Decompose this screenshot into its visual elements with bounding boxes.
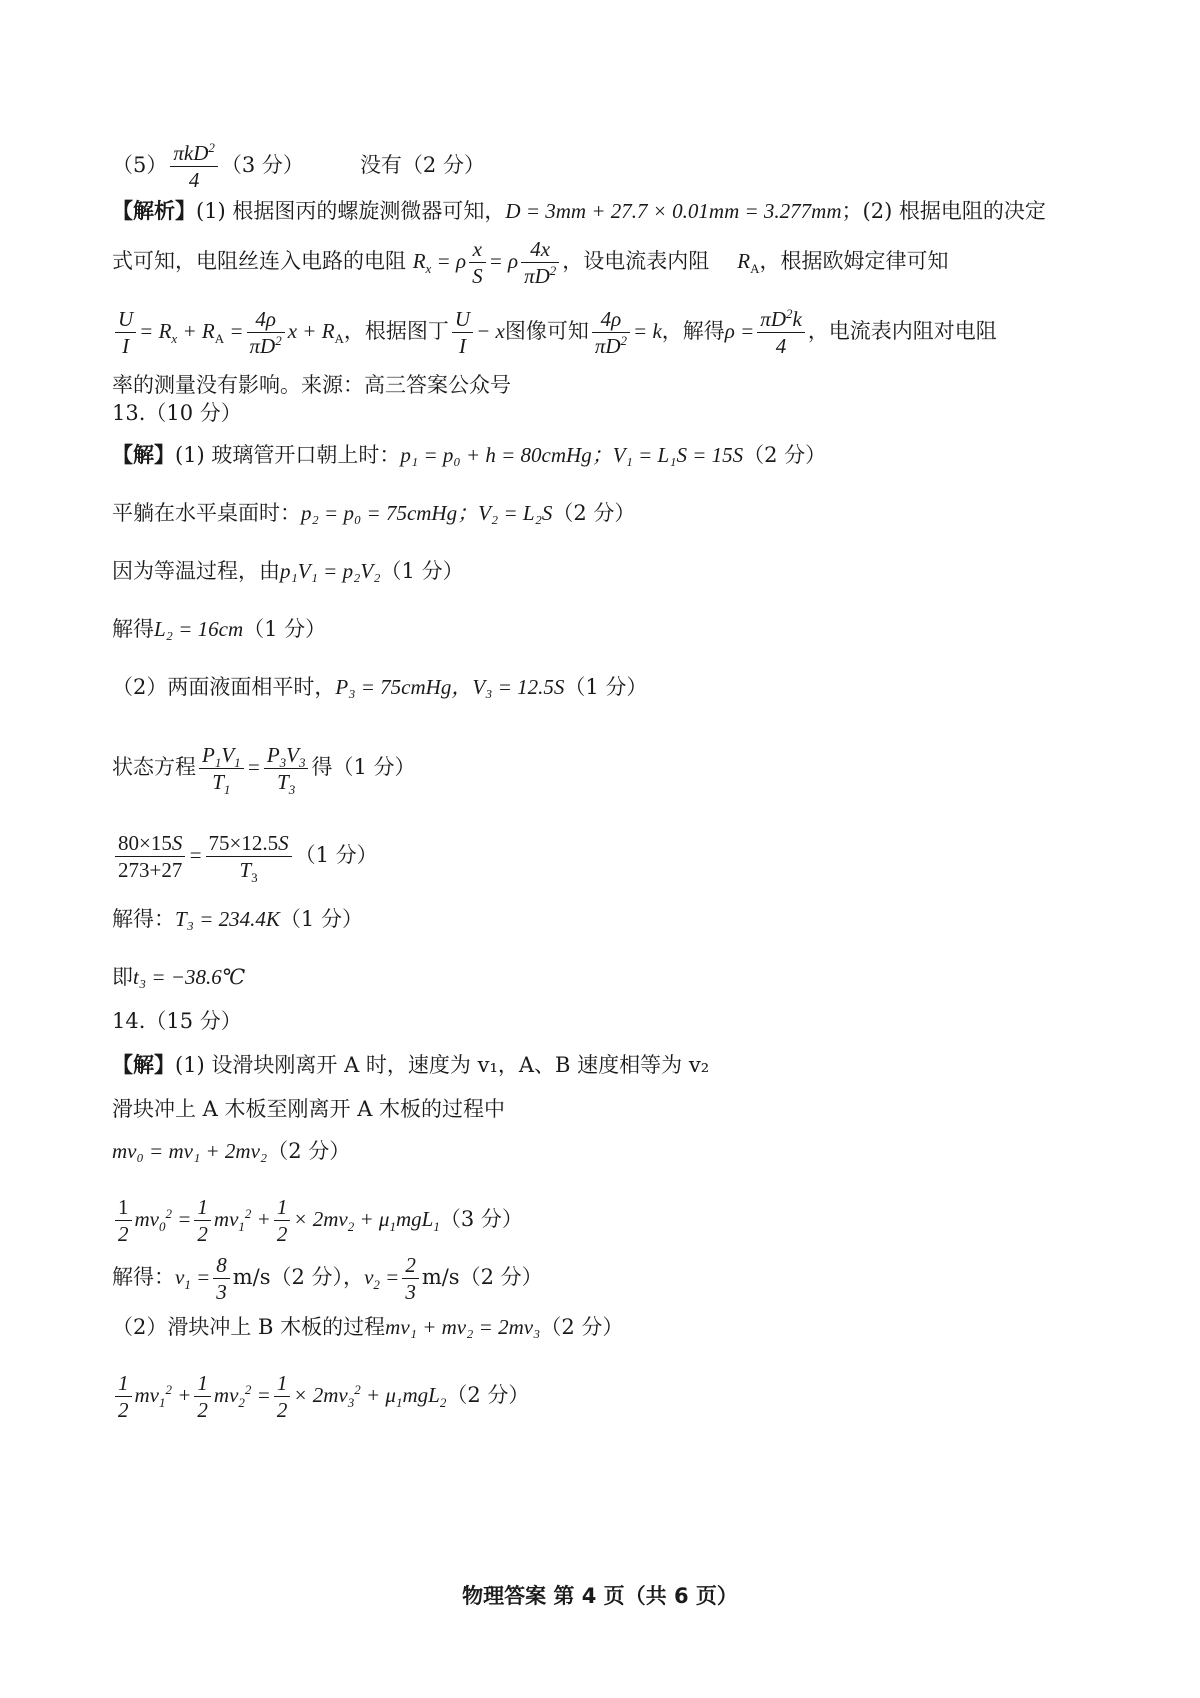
q13-title — [112, 398, 1104, 428]
equation: mv₁ + mv₂ = 2mv₃ — [385, 1315, 541, 1339]
q13-line-5 — [112, 672, 1104, 702]
q13-line-3 — [112, 556, 1104, 586]
equation: = — [246, 755, 261, 779]
analysis-tag: 【解析】 — [112, 198, 196, 223]
solution-text: 平躺在水平桌面时： — [112, 501, 301, 525]
fraction: $\frac{2}{3}$ — [402, 1252, 419, 1305]
q14-line-6 — [112, 1312, 1104, 1342]
fraction: $\frac{1}{2}$ — [115, 1194, 132, 1247]
fraction: $\frac{x}{S}$ — [469, 236, 486, 289]
solution-text: 得（1 分） — [311, 755, 416, 779]
equation: $mv_1^2$ + — [134, 1382, 192, 1411]
analysis-text: 率的测量没有影响。来源：高三答案公众号 — [112, 373, 511, 397]
equation: L₂ = 16cm — [154, 617, 244, 641]
fraction: $\frac{75\times 12.5S}{T_3}$ — [206, 830, 292, 883]
analysis-text: ；(2) 根据电阻的决定 — [841, 199, 1046, 223]
fraction: $\frac{1}{2}$ — [194, 1194, 211, 1247]
q14-line-1 — [112, 1050, 1104, 1080]
analysis-text: (1) 根据图丙的螺旋测微器可知， — [196, 199, 506, 223]
q13-line-1 — [112, 440, 1104, 470]
analysis-text: ，设电流表内阻 — [562, 249, 710, 273]
equation: = ρ — [488, 249, 519, 273]
equation: D = 3mm + 27.7 × 0.01mm = 3.277mm — [505, 199, 842, 223]
fraction: $\frac{1}{2}$ — [274, 1194, 291, 1247]
fraction: $\frac{4\rho}{\pi D^2}$ — [592, 306, 630, 359]
q13-line-9 — [112, 962, 1104, 992]
fraction: $\frac{P_1V_1}{T_1}$ — [199, 742, 244, 795]
solution-text: （2）滑块冲上 B 木板的过程 — [112, 1315, 386, 1339]
score: （2 分）， — [270, 1265, 365, 1289]
equation: t₃ = −38.6℃ — [133, 965, 246, 989]
equation: T₃ = 234.4K — [175, 907, 280, 931]
equation: × $2mv_2 + \mu_1mgL_1$ — [293, 1207, 440, 1235]
q14-title — [112, 1006, 1104, 1036]
equation: $R_x = \rho$ — [412, 249, 467, 277]
q14-line-5 — [112, 1252, 1104, 1305]
solution-text: (1) 设滑块刚离开 A 时，速度为 v₁，A、B 速度相等为 v₂ — [175, 1053, 710, 1077]
solution-text: 解得： — [112, 907, 175, 931]
equation: = — [188, 843, 203, 867]
solution-text: 状态方程 — [112, 755, 196, 779]
equation: × $2mv_3^2 + \mu_1mgL_2$ — [293, 1382, 447, 1411]
q13-line-6 — [112, 742, 1104, 798]
score: （3 分） — [220, 153, 304, 177]
solution-text: 因为等温过程，由 — [112, 559, 280, 583]
fraction: $\frac{\pi kD^2}{4}$ — [170, 140, 218, 193]
equation: ρ = — [724, 319, 755, 343]
analysis-text: ，解得 — [661, 319, 725, 343]
q14-line-7 — [112, 1370, 1104, 1423]
solution-text: 解得 — [112, 617, 154, 641]
analysis-text: ，根据欧姆定律可知 — [759, 249, 949, 273]
solution-tag: 【解】 — [112, 442, 175, 467]
equation: $v_2$ = — [364, 1265, 400, 1293]
analysis-line-2 — [112, 236, 1104, 289]
solution-tag: 【解】 — [112, 1052, 175, 1077]
equation: − x — [476, 319, 505, 343]
score: （3 分） — [439, 1207, 523, 1231]
solution-text: (1) 玻璃管开口朝上时： — [175, 443, 401, 467]
score: （1 分） — [279, 907, 363, 931]
fraction: $\frac{4\rho}{\pi D^2}$ — [247, 306, 285, 359]
solution-text: 滑块冲上 A 木板至刚离开 A 木板的过程中 — [112, 1097, 506, 1121]
fraction: $\frac{8}{3}$ — [213, 1252, 230, 1305]
score: （2 分） — [540, 1315, 624, 1339]
q13-line-4 — [112, 614, 1104, 644]
equation: p₁V₁ = p₂V₂ — [280, 559, 381, 583]
equation: $v_1$ = — [175, 1265, 211, 1293]
unit: m/s — [232, 1265, 271, 1289]
score: （1 分） — [243, 617, 327, 641]
analysis-line-1 — [112, 196, 1104, 226]
equation: mv₀ = mv₁ + 2mv₂ — [112, 1139, 268, 1163]
fraction: $\frac{1}{2}$ — [115, 1370, 132, 1423]
solution-text: 解得： — [112, 1265, 175, 1289]
fraction: $\frac{U}{I}$ — [115, 306, 136, 359]
equation: $mv_1^2$ + — [213, 1206, 271, 1235]
q14-line-3 — [112, 1136, 1104, 1166]
q14-line-4 — [112, 1194, 1104, 1247]
question-title: 14.（15 分） — [112, 1009, 242, 1033]
analysis-line-4 — [112, 370, 1104, 400]
q13-line-7 — [112, 830, 1104, 886]
fraction: $\frac{1}{2}$ — [274, 1370, 291, 1423]
equation: P₃ = 75cmHg，V₃ = 12.5S — [335, 675, 565, 699]
analysis-text: 式可知，电阻丝连入电路的电阻 — [112, 249, 406, 273]
page-footer: 物理答案 第 4 页（共 6 页） — [462, 1584, 738, 1608]
score: （2 分） — [459, 1265, 543, 1289]
score: （2 分） — [743, 443, 827, 467]
equation: $R_A$ — [737, 249, 760, 277]
fraction: $\frac{1}{2}$ — [194, 1370, 211, 1423]
analysis-text: 图像可知 — [504, 319, 589, 343]
analysis-text: ，电流表内阻对电阻 — [807, 319, 997, 343]
score: （1 分） — [294, 843, 378, 867]
analysis-line-3 — [112, 306, 1104, 359]
q14-line-2 — [112, 1094, 1104, 1124]
score: （1 分） — [380, 559, 464, 583]
question-title: 13.（10 分） — [112, 401, 242, 425]
score: （2 分） — [446, 1383, 530, 1407]
item-5-line — [112, 140, 1104, 193]
score: （2 分） — [267, 1139, 351, 1163]
solution-text: 即 — [112, 965, 133, 989]
fraction: $\frac{U}{I}$ — [452, 306, 473, 359]
score: （2 分） — [552, 501, 636, 525]
equation: $mv_2^2$ = — [213, 1382, 271, 1411]
no-effect-answer: 没有（2 分） — [359, 153, 485, 177]
unit: m/s — [421, 1265, 460, 1289]
q13-line-8 — [112, 904, 1104, 934]
q13-line-2 — [112, 498, 1104, 528]
solution-text: （2）两面液面相平时， — [112, 675, 336, 699]
item-label: （5） — [112, 153, 168, 177]
equation: p₁ = p₀ + h = 80cmHg；V₁ = L₁S = 15S — [400, 443, 744, 467]
fraction: $\frac{4x}{\pi D^2}$ — [521, 236, 559, 289]
equation: $x + R_A$ — [287, 319, 344, 347]
fraction: $\frac{\pi D^2k}{4}$ — [757, 306, 805, 359]
equation: = k — [633, 319, 662, 343]
fraction: $\frac{P_3V_3}{T_3}$ — [264, 742, 309, 795]
analysis-text: ，根据图丁 — [343, 319, 449, 343]
equation: = $R_x + R_A$ = — [139, 319, 244, 347]
equation: $mv_0^2$ = — [134, 1206, 192, 1235]
equation: p₂ = p₀ = 75cmHg；V₂ = L₂S — [301, 501, 553, 525]
score: （1 分） — [564, 675, 648, 699]
fraction: $\frac{80\times 15S}{273+27}$ — [115, 830, 185, 883]
